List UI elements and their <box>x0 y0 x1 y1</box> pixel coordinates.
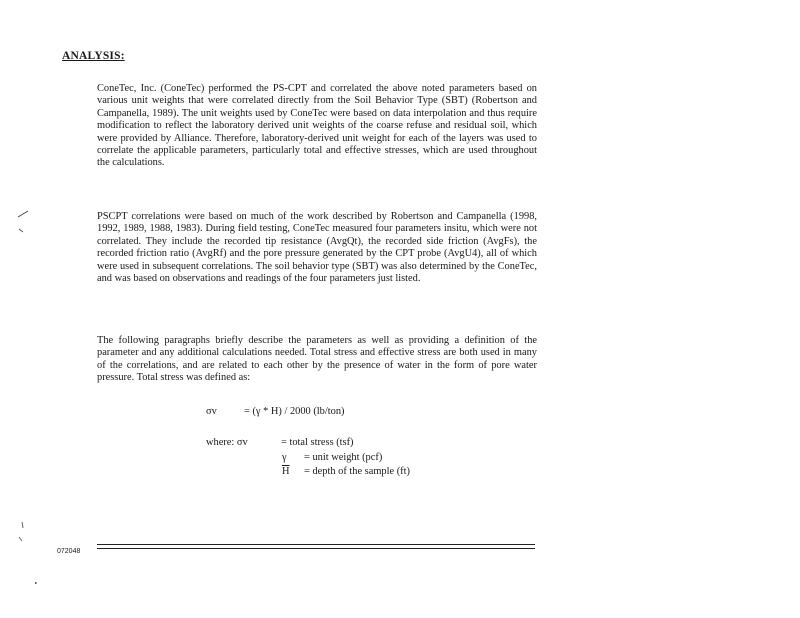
definition-unit-weight: = unit weight (pcf) <box>304 452 383 463</box>
paragraph-total-stress: The following paragraphs briefly describe the parameters as well as providing a definition of the parameter and any additional calculations needed. Total stress and effective stress are both used in many of the correlations, and are related to each other by the presence of water in the form of pore water pressure. Total stress was defined as: <box>97 335 537 384</box>
where-label: where: σv <box>206 437 248 448</box>
symbol-depth: $\overline{H}$ <box>282 466 290 477</box>
footer-document-id: 072048 <box>57 548 81 555</box>
definition-depth: = depth of the sample (ft) <box>304 466 410 477</box>
section-heading: ANALYSIS: <box>62 50 125 62</box>
equation-rhs: = (γ * H) / 2000 (lb/ton) <box>244 406 345 417</box>
paragraph-pscpt-correlations: PSCPT correlations were based on much of the work described by Robertson and Campanella (1998, 1992, 1989, 1988, 1983). During field testing, ConeTec measured four parameters insitu, which were not correlated. They include the recorded tip resistance (AvgQt), the recorded side friction (AvgFs), the recorded friction ratio (AvgRf) and the pore pressure generated by the CPT probe (AvgU4), all of which were used in subsequent correlations. The soil behavior type (SBT) was also determined by the ConeTec, and was based on observations and readings of the four parameters just listed. <box>97 211 537 285</box>
symbol-gamma: γ <box>282 452 287 463</box>
paragraph-conetec: ConeTec, Inc. (ConeTec) performed the PS-CPT and correlated the above noted parameters based on various unit weights that were correlated directly from the Soil Behavior Type (SBT) (Robertson and Campanella, 1989). The unit weights used by ConeTec were based on data interpolation and thus require modification to reflect the laboratory derived unit weights of the coarse refuse and residual soil, which were provided by Alliance. Therefore, laboratory-derived unit weight for each of the layers was used to correlate the applicable parameters, particularly total and effective stresses, which are used throughout the calculations. <box>97 83 537 169</box>
definition-total-stress: = total stress (tsf) <box>281 437 354 448</box>
equation-lhs: σv <box>206 406 217 417</box>
